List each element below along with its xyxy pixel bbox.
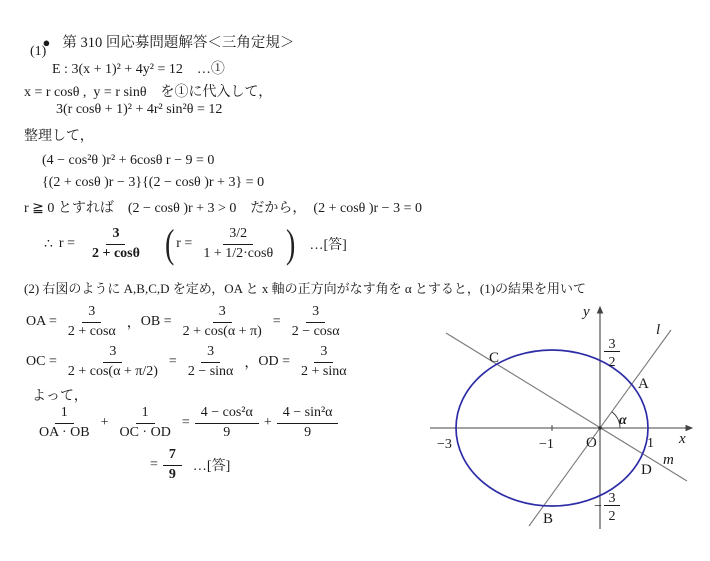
hence-line: よって， — [32, 389, 88, 404]
numerator: 1 — [136, 404, 155, 423]
numerator: 3 — [213, 303, 232, 322]
part2-intro: (2) 右図のように A,B,C,D を定め，OA と x 軸の正方向がなす角を α とすると，(1)の結果を用いて — [24, 281, 587, 296]
oa-lhs: OA = — [26, 314, 57, 329]
origin-point — [598, 426, 602, 430]
equals-sign: = — [181, 415, 190, 430]
denominator: 1 + 1/2·cosθ — [203, 245, 274, 261]
bullet-icon: ● — [42, 35, 51, 50]
line-m-label: m — [663, 452, 674, 468]
oa-fraction — [62, 303, 122, 340]
alt-lhs: r = — [176, 236, 193, 251]
separator: ， — [126, 316, 141, 331]
answer-lhs: r = — [58, 236, 75, 251]
numerator: 3 — [608, 491, 616, 506]
alpha-angle-label: α — [619, 413, 627, 428]
denominator: 9 — [304, 424, 312, 440]
oc-fraction-2 — [182, 343, 240, 380]
denominator: 2 + sinα — [301, 363, 347, 379]
equals-sign: = — [272, 314, 281, 329]
denominator: OC · OD — [119, 424, 171, 440]
od-fraction — [295, 343, 353, 380]
close-paren: ) — [286, 221, 296, 266]
quadratic-equation: (4 − cos²θ )r² + 6cosθ r − 9 = 0 — [42, 153, 215, 168]
y-axis-label: y — [583, 304, 590, 320]
denominator: 2 + cos(α + π) — [182, 323, 262, 339]
tick-minus3-label: −3 — [437, 437, 452, 452]
plus-sign: + — [100, 415, 109, 430]
numerator: 3 — [103, 343, 122, 362]
point-d-label: D — [641, 462, 652, 478]
numerator: 3 — [608, 337, 616, 352]
reciprocal-oc-od — [113, 404, 176, 441]
denominator: 2 − cosα — [291, 323, 340, 339]
part1-answer — [44, 221, 347, 267]
answer-label: …[答] — [309, 238, 347, 253]
diagram-canvas — [425, 296, 710, 556]
denominator: 2 − sinα — [187, 363, 234, 379]
denominator: 2 + cosθ — [91, 245, 140, 261]
tick-1-label: 1 — [647, 436, 654, 451]
denominator: 2 — [608, 355, 616, 370]
numerator: 4 − sin²α — [277, 404, 339, 423]
part1-label: (1) — [30, 44, 47, 59]
y-intercept-fraction — [604, 337, 620, 370]
title-text: 第 310 回応募問題解答＜三角定規＞ — [62, 35, 295, 51]
numerator: 3 — [106, 225, 125, 244]
oc-od-equation — [26, 342, 358, 382]
point-c-label: C — [489, 350, 500, 366]
substituted-equation: 3(r cosθ + 1)² + 4r² sin²θ = 12 — [56, 102, 223, 117]
denominator: 2 + cosα — [67, 323, 116, 339]
denominator: 2 + cos(α + π/2) — [67, 363, 158, 379]
ob-fraction-2 — [286, 303, 346, 340]
line-l-label: l — [656, 322, 661, 338]
open-paren: ( — [164, 221, 175, 266]
substitution-line: x = r cosθ , y = r sinθ を①に代入して， — [24, 85, 273, 100]
minus-sign: − — [594, 499, 602, 514]
equals-sign: = — [150, 457, 158, 472]
condition-line: r ≧ 0 とすれば (2 − cosθ )r + 3 > 0 だから， (2 + cosθ )r − 3 = 0 — [24, 201, 422, 216]
numerator: 3 — [306, 303, 325, 322]
origin-label: O — [586, 435, 597, 451]
plus-sign: + — [263, 415, 272, 430]
denominator: OA · OB — [39, 424, 90, 440]
factored-equation: {(2 + cosθ )r − 3}{(2 − cosθ )r + 3} = 0 — [42, 175, 265, 190]
ellipse-diagram — [425, 296, 710, 556]
oc-fraction-1 — [62, 343, 164, 380]
oc-lhs: OC = — [26, 354, 57, 369]
numerator: 3 — [201, 343, 220, 362]
numerator: 3 — [314, 343, 333, 362]
numerator: 7 — [163, 446, 182, 465]
answer-label: …[答] — [192, 459, 231, 474]
denominator: 9 — [223, 424, 231, 440]
main-fraction — [86, 225, 146, 262]
numerator: 1 — [55, 404, 74, 423]
reciprocal-oa-ob — [33, 404, 96, 441]
final-result — [150, 445, 236, 485]
oa-ob-equation — [26, 302, 351, 342]
sum-equation — [28, 401, 343, 445]
x-axis-label: x — [679, 431, 686, 447]
numerator: 3 — [82, 303, 101, 322]
ob-lhs: OB = — [140, 314, 172, 329]
therefore-symbol: ∴ — [44, 236, 53, 252]
alt-fraction — [197, 225, 279, 262]
simplify-line: 整理して， — [24, 129, 94, 144]
result-fraction — [163, 446, 182, 483]
denominator: 2 — [608, 509, 616, 524]
ob-fraction-1 — [177, 303, 268, 340]
denominator: 9 — [168, 466, 176, 482]
point-b-label: B — [543, 511, 554, 527]
cos-term-fraction — [195, 404, 259, 441]
tick-minus1-label: −1 — [539, 437, 554, 452]
sin-term-fraction — [277, 404, 339, 441]
point-a-label: A — [638, 376, 649, 392]
line-m — [446, 333, 687, 481]
separator: ， — [244, 356, 259, 371]
numerator: 4 − cos²α — [195, 404, 259, 423]
od-lhs: OD = — [258, 354, 291, 369]
ellipse-equation: E : 3(x + 1)² + 4y² = 12 …① — [52, 62, 225, 77]
numerator: 3/2 — [223, 225, 253, 244]
equals-sign: = — [168, 354, 177, 369]
